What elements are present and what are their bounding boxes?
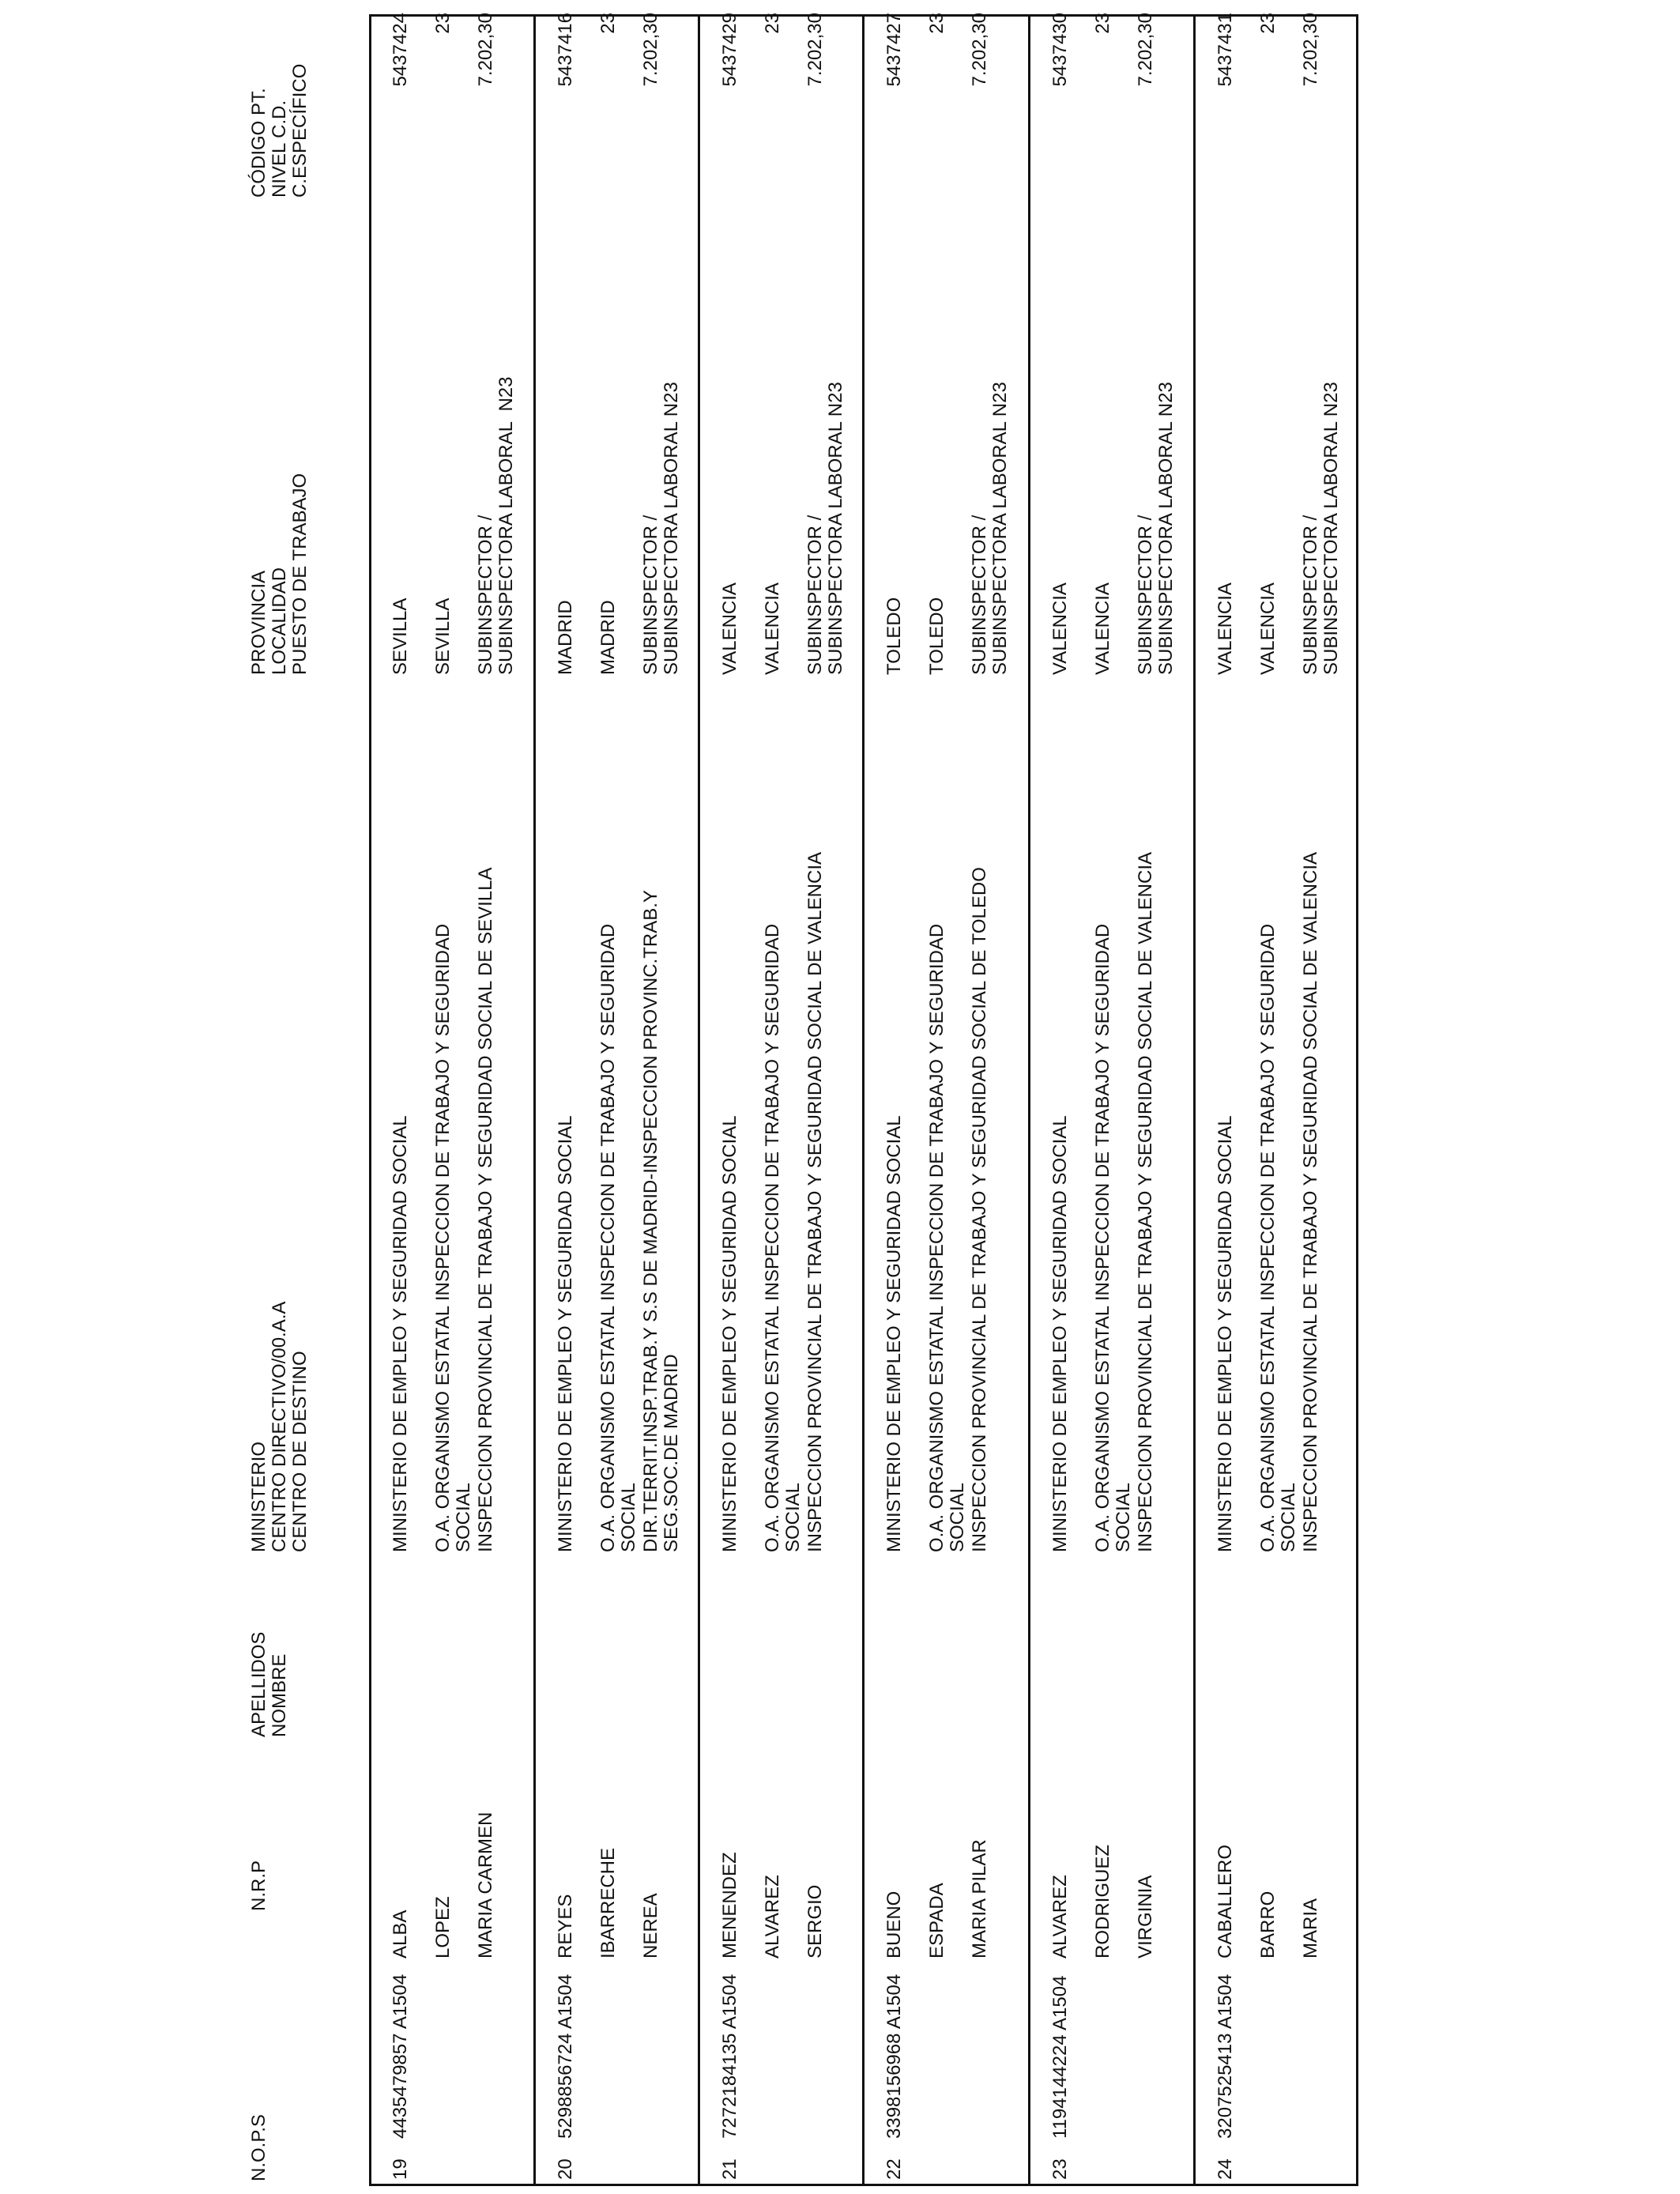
row-separator: [1193, 14, 1196, 2186]
ministerio-cell: MINISTERIO DE EMPLEO Y SEGURIDAD SOCIAL: [555, 1115, 576, 1552]
puesto-cont: SUBINSPECTORA LABORAL N23: [989, 382, 1011, 675]
apellido1-cell: MENENDEZ: [719, 1852, 740, 1958]
nops-cell: 20: [555, 2158, 576, 2180]
header-centro-directivo: CENTRO DIRECTIVO/00.A.A: [269, 1301, 290, 1552]
header-nivel: NIVEL C.D.: [269, 100, 290, 198]
nivel-cell: 23: [1257, 13, 1279, 34]
apellido2-cell: ALVAREZ: [762, 1875, 783, 1958]
nops-cell: 21: [719, 2158, 740, 2180]
centro-destino-cont: SEG.SOC.DE MADRID: [661, 1354, 682, 1552]
centro-destino-cell: INSPECCION PROVINCIAL DE TRABAJO Y SEGURIDAD SOCIAL DE VALENCIA: [1135, 851, 1156, 1552]
puesto-cont: SUBINSPECTORA LABORAL N23: [1155, 382, 1177, 675]
row-separator: [533, 14, 536, 2186]
nops-cell: 19: [390, 2158, 411, 2180]
centro-directivo-cell: O.A. ORGANISMO ESTATAL INSPECCION DE TRABAJO Y SEGURIDAD: [1257, 923, 1279, 1552]
puesto-cell: SUBINSPECTOR /: [475, 515, 496, 675]
localidad-cell: VALENCIA: [762, 582, 783, 675]
centro-destino-cell: INSPECCION PROVINCIAL DE TRABAJO Y SEGURIDAD SOCIAL DE SEVILLA: [475, 867, 496, 1552]
row-separator: [862, 14, 864, 2186]
header-especifico: C.ESPECÍFICO: [289, 63, 311, 198]
centro-directivo-cell: O.A. ORGANISMO ESTATAL INSPECCION DE TRABAJO Y SEGURIDAD: [926, 923, 947, 1552]
codigo-cell: 5437431: [1215, 13, 1236, 87]
especifico-cell: 7.202,30: [1135, 13, 1156, 87]
nivel-cell: 23: [762, 13, 783, 34]
header-nops: N.O.P.S: [248, 2114, 269, 2181]
centro-directivo-cont: SOCIAL: [618, 1482, 639, 1552]
apellido1-cell: ALVAREZ: [1049, 1875, 1071, 1958]
localidad-cell: VALENCIA: [1257, 582, 1279, 675]
nrp-cell: 5298856724 A1504: [555, 1973, 576, 2139]
centro-destino-cell: DIR.TERRIT.INSP.TRAB.Y S.S DE MADRID-INSPECCION PROVINC.TRAB.Y: [640, 890, 661, 1552]
nombre-cell: MARIA: [1300, 1898, 1321, 1958]
header-nombre: NOMBRE: [269, 1653, 290, 1737]
row-separator: [1028, 14, 1030, 2186]
header-localidad: LOCALIDAD: [269, 567, 290, 675]
provincia-cell: VALENCIA: [1049, 582, 1071, 675]
header-provincia: PROVINCIA: [248, 570, 269, 675]
especifico-cell: 7.202,30: [1300, 13, 1321, 87]
nombre-cell: MARIA PILAR: [969, 1839, 990, 1958]
apellido1-cell: ALBA: [390, 1909, 411, 1958]
codigo-cell: 5437427: [883, 13, 905, 87]
header-centro-destino: CENTRO DE DESTINO: [289, 1351, 311, 1552]
nrp-cell: 7272184135 A1504: [719, 1973, 740, 2139]
nrp-cell: 3207525413 A1504: [1215, 1973, 1236, 2139]
puesto-cell: SUBINSPECTOR /: [969, 515, 990, 675]
centro-directivo-cont: SOCIAL: [782, 1482, 804, 1552]
especifico-cell: 7.202,30: [475, 13, 496, 87]
apellido1-cell: CABALLERO: [1215, 1844, 1236, 1958]
codigo-cell: 5437424: [390, 13, 411, 87]
puesto-cell: SUBINSPECTOR /: [1300, 515, 1321, 675]
apellido2-cell: IBARRECHE: [597, 1847, 619, 1958]
nivel-cell: 23: [597, 13, 619, 34]
provincia-cell: MADRID: [555, 600, 576, 675]
puesto-cont: SUBINSPECTORA LABORAL N23: [495, 376, 517, 675]
apellido2-cell: BARRO: [1257, 1891, 1279, 1958]
nrp-cell: 1194144224 A1504: [1049, 1975, 1071, 2139]
ministerio-cell: MINISTERIO DE EMPLEO Y SEGURIDAD SOCIAL: [1049, 1115, 1071, 1552]
nombre-cell: NEREA: [640, 1893, 661, 1958]
centro-directivo-cell: O.A. ORGANISMO ESTATAL INSPECCION DE TRABAJO Y SEGURIDAD: [1092, 923, 1113, 1552]
apellido2-cell: RODRIGUEZ: [1092, 1845, 1113, 1958]
especifico-cell: 7.202,30: [640, 13, 661, 87]
centro-destino-cell: INSPECCION PROVINCIAL DE TRABAJO Y SEGURIDAD SOCIAL DE TOLEDO: [969, 867, 990, 1552]
puesto-cell: SUBINSPECTOR /: [1135, 515, 1156, 675]
puesto-cont: SUBINSPECTORA LABORAL N23: [661, 382, 682, 675]
apellido1-cell: BUENO: [883, 1891, 905, 1958]
centro-directivo-cont: SOCIAL: [453, 1482, 474, 1552]
codigo-cell: 5437430: [1049, 13, 1071, 87]
centro-directivo-cell: O.A. ORGANISMO ESTATAL INSPECCION DE TRABAJO Y SEGURIDAD: [597, 923, 619, 1552]
provincia-cell: TOLEDO: [883, 597, 905, 675]
nivel-cell: 23: [432, 13, 454, 34]
ministerio-cell: MINISTERIO DE EMPLEO Y SEGURIDAD SOCIAL: [390, 1115, 411, 1552]
provincia-cell: VALENCIA: [719, 582, 740, 675]
centro-directivo-cell: O.A. ORGANISMO ESTATAL INSPECCION DE TRABAJO Y SEGURIDAD: [432, 923, 454, 1552]
header-puesto: PUESTO DE TRABAJO: [289, 473, 311, 675]
centro-directivo-cont: SOCIAL: [947, 1482, 968, 1552]
provincia-cell: SEVILLA: [390, 598, 411, 675]
nombre-cell: MARIA CARMEN: [475, 1811, 496, 1958]
localidad-cell: SEVILLA: [432, 598, 454, 675]
header-codigo: CÓDIGO PT.: [248, 88, 269, 198]
puesto-cont: SUBINSPECTORA LABORAL N23: [825, 382, 846, 675]
especifico-cell: 7.202,30: [804, 13, 826, 87]
nops-cell: 24: [1215, 2158, 1236, 2180]
puesto-cell: SUBINSPECTOR /: [640, 515, 661, 675]
centro-directivo-cont: SOCIAL: [1278, 1482, 1299, 1552]
centro-destino-cell: INSPECCION PROVINCIAL DE TRABAJO Y SEGURIDAD SOCIAL DE VALENCIA: [1300, 851, 1321, 1552]
apellido2-cell: LOPEZ: [432, 1896, 454, 1958]
localidad-cell: TOLEDO: [926, 597, 947, 675]
provincia-cell: VALENCIA: [1215, 582, 1236, 675]
localidad-cell: MADRID: [597, 600, 619, 675]
puesto-cont: SUBINSPECTORA LABORAL N23: [1320, 382, 1342, 675]
centro-directivo-cell: O.A. ORGANISMO ESTATAL INSPECCION DE TRABAJO Y SEGURIDAD: [762, 923, 783, 1552]
header-nrp: N.R.P: [248, 1860, 269, 1911]
nivel-cell: 23: [926, 13, 947, 34]
nombre-cell: SERGIO: [804, 1884, 826, 1958]
codigo-cell: 5437416: [555, 13, 576, 87]
apellido1-cell: REYES: [555, 1894, 576, 1958]
header-apellidos: APELLIDOS: [248, 1631, 269, 1737]
nops-cell: 22: [883, 2158, 905, 2180]
header-ministerio: MINISTERIO: [248, 1441, 269, 1552]
localidad-cell: VALENCIA: [1092, 582, 1113, 675]
row-separator: [698, 14, 700, 2186]
especifico-cell: 7.202,30: [969, 13, 990, 87]
ministerio-cell: MINISTERIO DE EMPLEO Y SEGURIDAD SOCIAL: [1215, 1115, 1236, 1552]
ministerio-cell: MINISTERIO DE EMPLEO Y SEGURIDAD SOCIAL: [719, 1115, 740, 1552]
nops-cell: 23: [1049, 2158, 1071, 2180]
nivel-cell: 23: [1092, 13, 1113, 34]
nrp-cell: 3398156968 A1504: [883, 1973, 905, 2139]
ministerio-cell: MINISTERIO DE EMPLEO Y SEGURIDAD SOCIAL: [883, 1115, 905, 1552]
nrp-cell: 4435479857 A1504: [390, 1973, 411, 2139]
puesto-cell: SUBINSPECTOR /: [804, 515, 826, 675]
codigo-cell: 5437429: [719, 13, 740, 87]
centro-destino-cell: INSPECCION PROVINCIAL DE TRABAJO Y SEGURIDAD SOCIAL DE VALENCIA: [804, 851, 826, 1552]
centro-directivo-cont: SOCIAL: [1113, 1482, 1134, 1552]
nombre-cell: VIRGINIA: [1135, 1875, 1156, 1958]
apellido2-cell: ESPADA: [926, 1883, 947, 1958]
